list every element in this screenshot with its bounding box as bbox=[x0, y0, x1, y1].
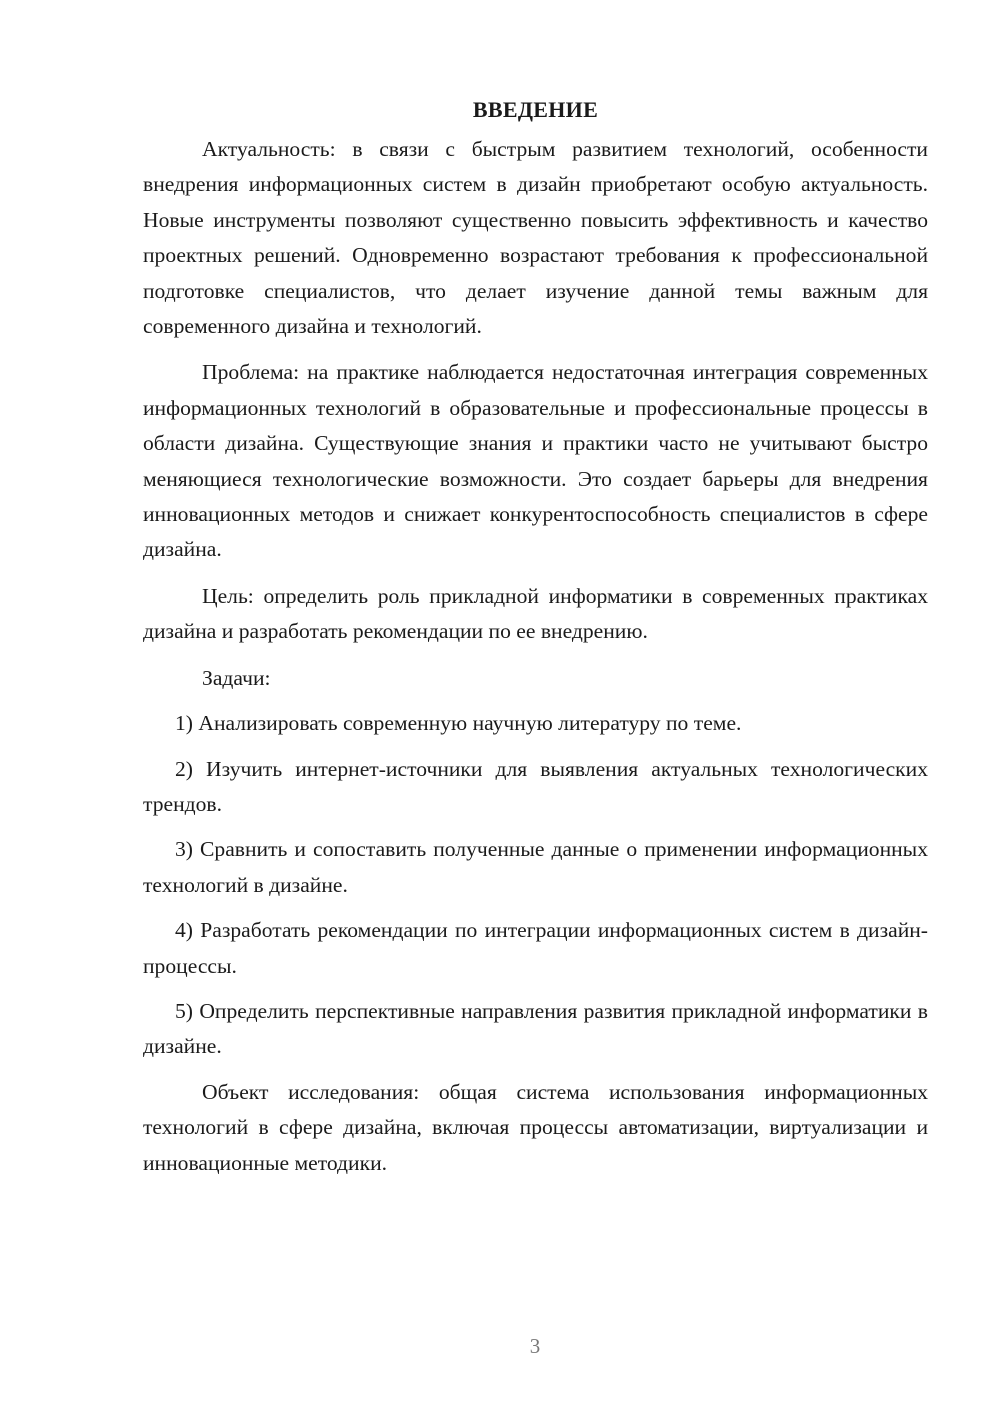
task-item: 4) Разработать рекомендации по интеграции информационных систем в дизайн-процессы. bbox=[143, 918, 928, 978]
task-item: 1) Анализировать современную научную литературу по теме. bbox=[175, 711, 742, 736]
document-page bbox=[143, 88, 928, 1181]
task-item: 5) Определить перспективные направления развития прикладной информатики в дизайне. bbox=[143, 998, 928, 1059]
paragraph-object: Объект исследования: общая система использования информационных технологий в сфере дизайна, включая процессы автоматизации, виртуализации и инновационные методики. bbox=[143, 1079, 928, 1175]
task-item: 3) Сравнить и сопоставить полученные данные о применении информационных технологий в дизайне. bbox=[143, 837, 928, 897]
tasks-label: Задачи: bbox=[202, 665, 271, 690]
paragraph-relevance: Актуальность: в связи с быстрым развитием технологий, особенности внедрения информационных систем в дизайн приобретают особую актуальность. Новые инструменты позволяют существенно повысить эффективность и качество проектных решений. Одновременно возрастают требования к профессиональной подготовке специалистов, что делает изучение данной темы важным для современного дизайна и технологий. bbox=[143, 137, 928, 339]
paragraph-problem: Проблема: на практике наблюдается недостаточная интеграция современных информационных технологий в образовательные и профессиональные процессы в области дизайна. Существующие знания и практики часто не учитывают быстро меняющиеся технологические возможности. Это создает барьеры для внедрения инновационных методов и снижает конкурентоспособность специалистов в сфере дизайна. bbox=[143, 360, 928, 562]
paragraph-goal: Цель: определить роль прикладной информатики в современных практиках дизайна и разработать рекомендации по ее внедрению. bbox=[143, 583, 928, 644]
task-item: 2) Изучить интернет-источники для выявления актуальных технологических трендов. bbox=[143, 756, 928, 816]
page-number: 3 bbox=[529, 1334, 541, 1358]
tasks-list bbox=[143, 706, 928, 1065]
section-heading: ВВЕДЕНИЕ bbox=[472, 97, 599, 122]
